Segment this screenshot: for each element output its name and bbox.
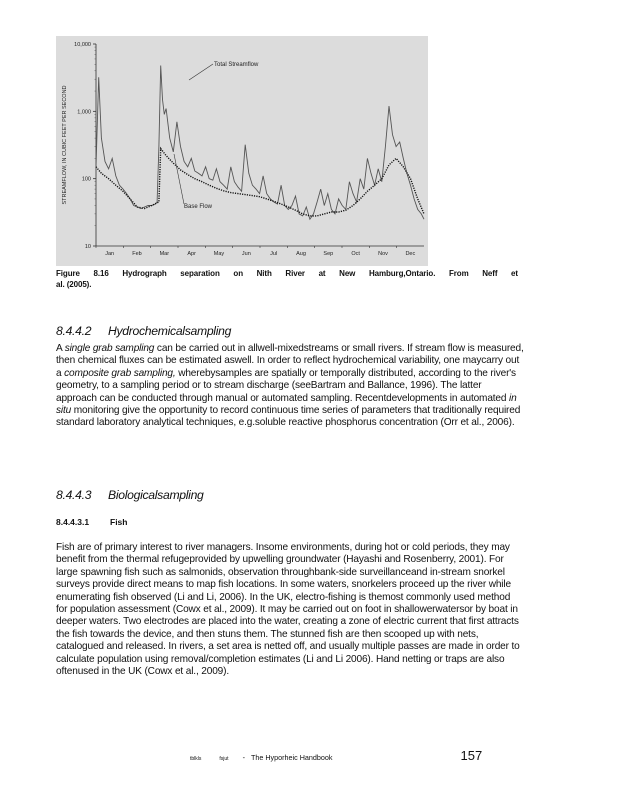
x-tick-label: Apr: [187, 251, 196, 257]
section-title: Hydrochemicalsampling: [108, 324, 232, 338]
caption-word: Hamburg,Ontario.: [368, 269, 436, 278]
section-heading-biological: [56, 488, 204, 502]
x-tick-label: Jun: [241, 251, 251, 257]
annotation-base-flow: Base Flow: [184, 204, 213, 210]
caption-word: From: [448, 269, 469, 278]
x-tick-label: Jul: [270, 251, 278, 257]
y-tick-label: 10: [84, 244, 91, 250]
caption-line-1: [56, 268, 518, 279]
y-axis-label: STREAMFLOW, IN CUBIC FEET PER SECOND: [62, 85, 68, 205]
x-tick-label: Jan: [105, 251, 115, 257]
caption-word: River: [285, 269, 305, 278]
subsection-number: 8.4.4.3.1: [56, 517, 90, 527]
caption-word: Nith: [256, 269, 272, 278]
paragraph-fish: Fish are of primary interest to river managers. Insome environments, during hot or cold periods, they may benefit from the thermal refugeprovided by upwelling groundwater (Hayashi and Rosenberry, 2001). For large spawning fish such as salmonids, observation throughbank-side surveillanceand in-stream snorkel surveys provide direct means to map fish locations. In some waters, snorkelers proceed up the river while enumerating fish observed (Li and Li, 2006). In the UK, electro-fishing is themost commonly used method for population assessment (Cowx et al., 2009). It may be carried out on foot in shallowerwatersor by boat in deeper waters. Two electrodes are placed into the water, creating a zone of electric current that first attracts the fish towards the device, and then stuns them. The stunned fish are then scooped up with nets, catalogued and released. In rivers, a set area is netted off, and usually multiple passes are made in order to calculate population using removal/completion estimates (Li and Li 2006). Hand netting or traps are also oftenused in the UK (Cowx et al., 2009).: [56, 542, 520, 678]
para-text: A: [56, 343, 65, 354]
caption-word: Figure: [56, 269, 80, 278]
section-title: Biologicalsampling: [108, 488, 204, 502]
hydrograph-chart: [56, 36, 428, 266]
x-tick-label: Sep: [323, 251, 334, 257]
x-tick-label: Feb: [132, 251, 142, 257]
x-tick-label: May: [213, 251, 225, 257]
footer-mark-2: fsjut: [219, 756, 229, 762]
annotation-total-streamflow: Total Streamflow: [214, 62, 259, 68]
x-tick-label: Aug: [296, 251, 306, 257]
y-tick-label: 1,000: [77, 109, 91, 116]
subsection-heading-fish: [56, 517, 127, 527]
footer-mark-1: tblkls: [190, 756, 202, 762]
figure-caption: [56, 268, 526, 290]
caption-word: et: [511, 269, 518, 278]
section-number: 8.4.4.2: [56, 324, 92, 338]
section-heading-hydrochemical: [56, 324, 231, 338]
section-number: 8.4.4.3: [56, 488, 92, 502]
para-text: wherebysamples are spatially or temporally distributed, according to the river's geometry, to a sampling period or to stream discharge (seeBartram and Ballance, 1996). The latter approach can be conducted through manual or automated sampling. Recentdevelopments in automated: [56, 367, 516, 404]
y-tick-label: 10,000: [74, 42, 91, 48]
caption-word: Neff: [482, 269, 498, 278]
caption-line-2: al. (2005).: [56, 280, 92, 289]
y-tick-label: 100: [81, 176, 91, 183]
para-italic-term: single grab sampling: [64, 343, 155, 354]
caption-word: on: [233, 269, 243, 278]
caption-word: Hydrograph: [122, 269, 167, 278]
paragraph-hydrochemical: [56, 343, 524, 430]
annotation-leader: [189, 64, 213, 80]
caption-word: at: [318, 269, 326, 278]
annotation-leader: [174, 154, 184, 204]
caption-word: 8.16: [93, 269, 109, 278]
para-italic-term: in situ: [56, 392, 517, 417]
footer-title: The Hyporheic Handbook: [250, 753, 333, 762]
page-footer: [190, 748, 482, 763]
para-text: can be carried out in allwell-mixedstreams or small rivers. If stream flow is measured, then chemical fluxes can be estimated aswell. In order to reflect hydrochemical variability, one maycarry out a: [56, 343, 524, 379]
caption-word: separation: [180, 269, 220, 278]
page-number: 157: [460, 748, 483, 763]
x-tick-label: Nov: [378, 251, 388, 257]
caption-word: New: [339, 269, 356, 278]
subsection-title: Fish: [110, 517, 128, 527]
hydrograph-figure: [56, 36, 428, 266]
x-tick-label: Oct: [351, 251, 360, 257]
x-tick-label: Mar: [159, 251, 170, 257]
para-italic-term: composite grab sampling,: [64, 367, 176, 379]
footer-separator: -: [242, 753, 245, 762]
x-tick-label: Dec: [405, 251, 416, 257]
para-text: monitoring give the opportunity to record continuous time series of parameters that traditionally required standard laboratory analytical techniques, e.g.soluble reactive phosphorus concentration (Orr et al., 2006).: [56, 405, 521, 429]
